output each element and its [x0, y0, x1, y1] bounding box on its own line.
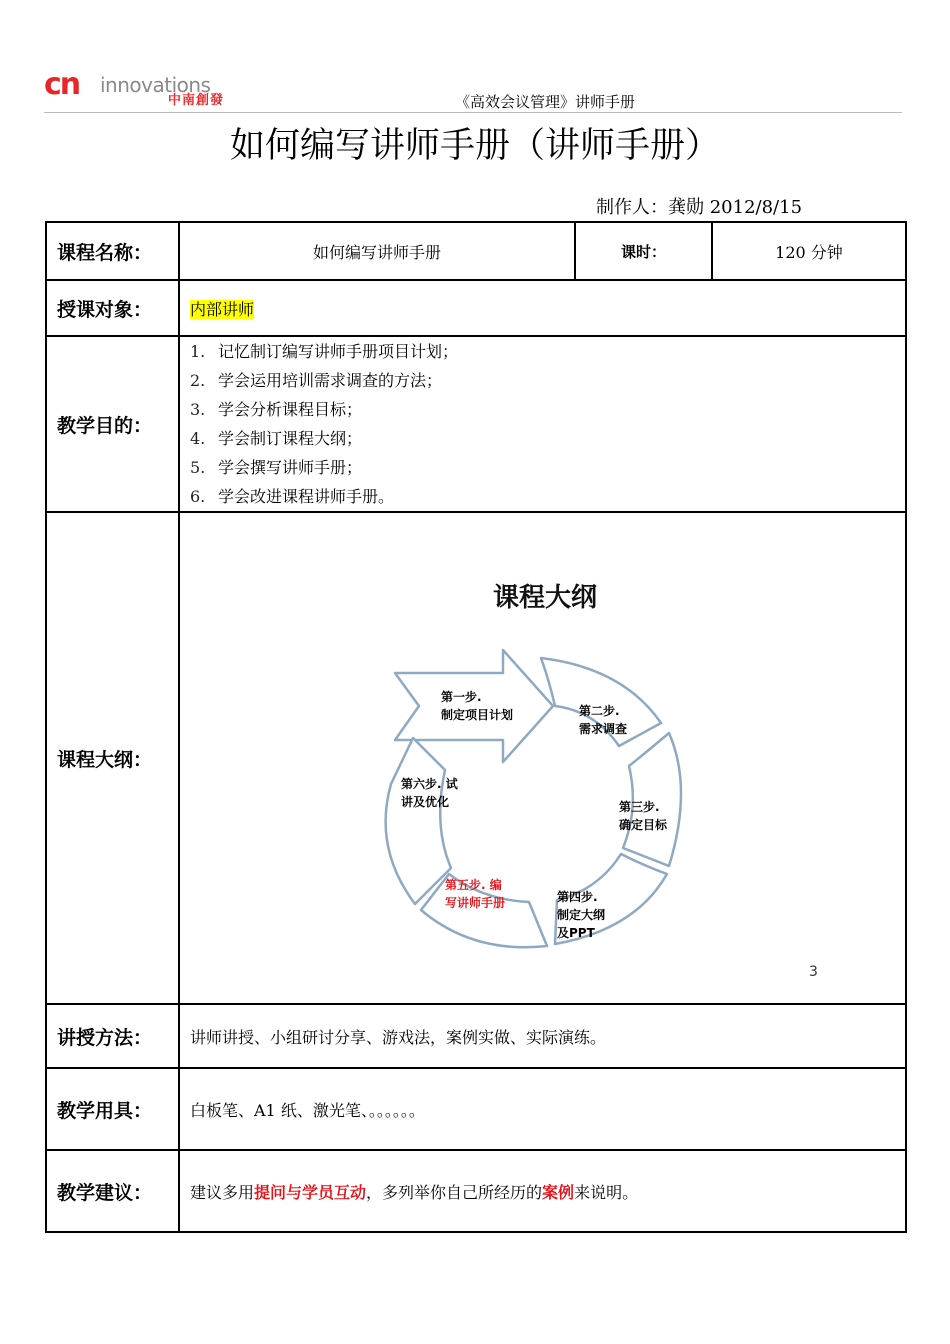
logo-brand-zh: 中南創發 [168, 93, 225, 108]
diagram-title: 课程大纲 [492, 583, 597, 613]
goals-cell [179, 336, 906, 512]
logo-brand-cn: cn [44, 67, 80, 102]
outline-label: 课程大纲： [46, 512, 179, 1004]
advice-row [46, 1150, 906, 1232]
step4-line2: 制定大纲 [556, 908, 605, 922]
tools-row [46, 1068, 906, 1150]
step2-line2: 需求调查 [578, 722, 627, 736]
advice-highlight-2: 案例 [542, 1182, 575, 1202]
hours-label: 课时： [575, 222, 712, 280]
header-divider [44, 112, 902, 113]
audience-label: 授课对象： [46, 280, 179, 336]
advice-text-1: 建议多用 [190, 1182, 255, 1202]
list-item [190, 482, 905, 511]
goal-text: 学会制订课程大纲； [218, 429, 363, 448]
tools-label: 教学用具： [46, 1068, 179, 1150]
advice-text-3: 来说明。 [574, 1182, 639, 1202]
step2-line1: 第二步. [578, 704, 620, 718]
goal-text: 学会改进课程讲师手册。 [218, 487, 395, 506]
list-item [190, 453, 905, 482]
advice-text-2: ，多列举你自己所经历的 [366, 1182, 543, 1202]
goal-text: 学会撰写讲师手册； [218, 458, 363, 477]
audience-row [46, 280, 906, 336]
step6-line2: 讲及优化 [400, 795, 449, 809]
goal-text: 学会运用培训需求调查的方法； [218, 371, 443, 390]
goal-number: 5. [190, 458, 206, 477]
header-doc-title: 《高效会议管理》讲师手册 [455, 93, 636, 111]
logo-brand-en: innovations [100, 73, 211, 97]
step5-line1: 第五步. 编 [444, 878, 502, 892]
diagram-page-number: 3 [808, 964, 818, 980]
step6-line1: 第六步. 试 [400, 777, 458, 791]
goal-number: 6. [190, 487, 206, 506]
list-item [190, 337, 905, 366]
tools-value: 白板笔、A1 纸、激光笔、。。。。。。 [179, 1068, 906, 1150]
goals-list [180, 337, 905, 511]
goal-number: 1. [190, 342, 206, 361]
course-name-value: 如何编写讲师手册 [179, 222, 575, 280]
course-table [45, 221, 907, 1233]
step1-line2: 制定项目计划 [440, 708, 513, 722]
author-line: 制作人：龚勋 2012/8/15 [596, 197, 803, 218]
list-item [190, 424, 905, 453]
audience-cell [179, 280, 906, 336]
list-item [190, 366, 905, 395]
step4-line1: 第四步. [556, 890, 598, 904]
step1-line1: 第一步. [440, 690, 482, 704]
company-logo [44, 67, 254, 112]
goal-number: 4. [190, 429, 206, 448]
step3-line1: 第三步. [618, 800, 660, 814]
hours-value: 120 分钟 [712, 222, 906, 280]
audience-value: 内部讲师 [190, 299, 255, 319]
goals-label: 教学目的： [46, 336, 179, 512]
goal-text: 记忆制订编写讲师手册项目计划； [218, 342, 459, 361]
method-label: 讲授方法： [46, 1004, 179, 1068]
advice-label: 教学建议： [46, 1150, 179, 1232]
page-title: 如何编写讲师手册（讲师手册） [229, 126, 720, 166]
step4-line3: 及PPT [556, 926, 595, 940]
step5-line2: 写讲师手册 [444, 896, 505, 910]
advice-highlight-1: 提问与学员互动 [254, 1182, 367, 1202]
step6-segment [385, 738, 450, 904]
advice-cell [179, 1150, 906, 1232]
step3-line2: 确定目标 [618, 818, 667, 832]
outline-row [46, 512, 906, 1004]
course-name-row [46, 222, 906, 280]
method-row [46, 1004, 906, 1068]
course-outline-diagram [183, 518, 903, 998]
outline-diagram-cell [179, 512, 906, 1004]
goal-number: 2. [190, 371, 206, 390]
course-name-label: 课程名称： [46, 222, 179, 280]
method-value: 讲师讲授、小组研讨分享、游戏法，案例实做、实际演练。 [179, 1004, 906, 1068]
goals-row [46, 336, 906, 512]
goal-text: 学会分析课程目标； [218, 400, 363, 419]
goal-number: 3. [190, 400, 206, 419]
list-item [190, 395, 905, 424]
